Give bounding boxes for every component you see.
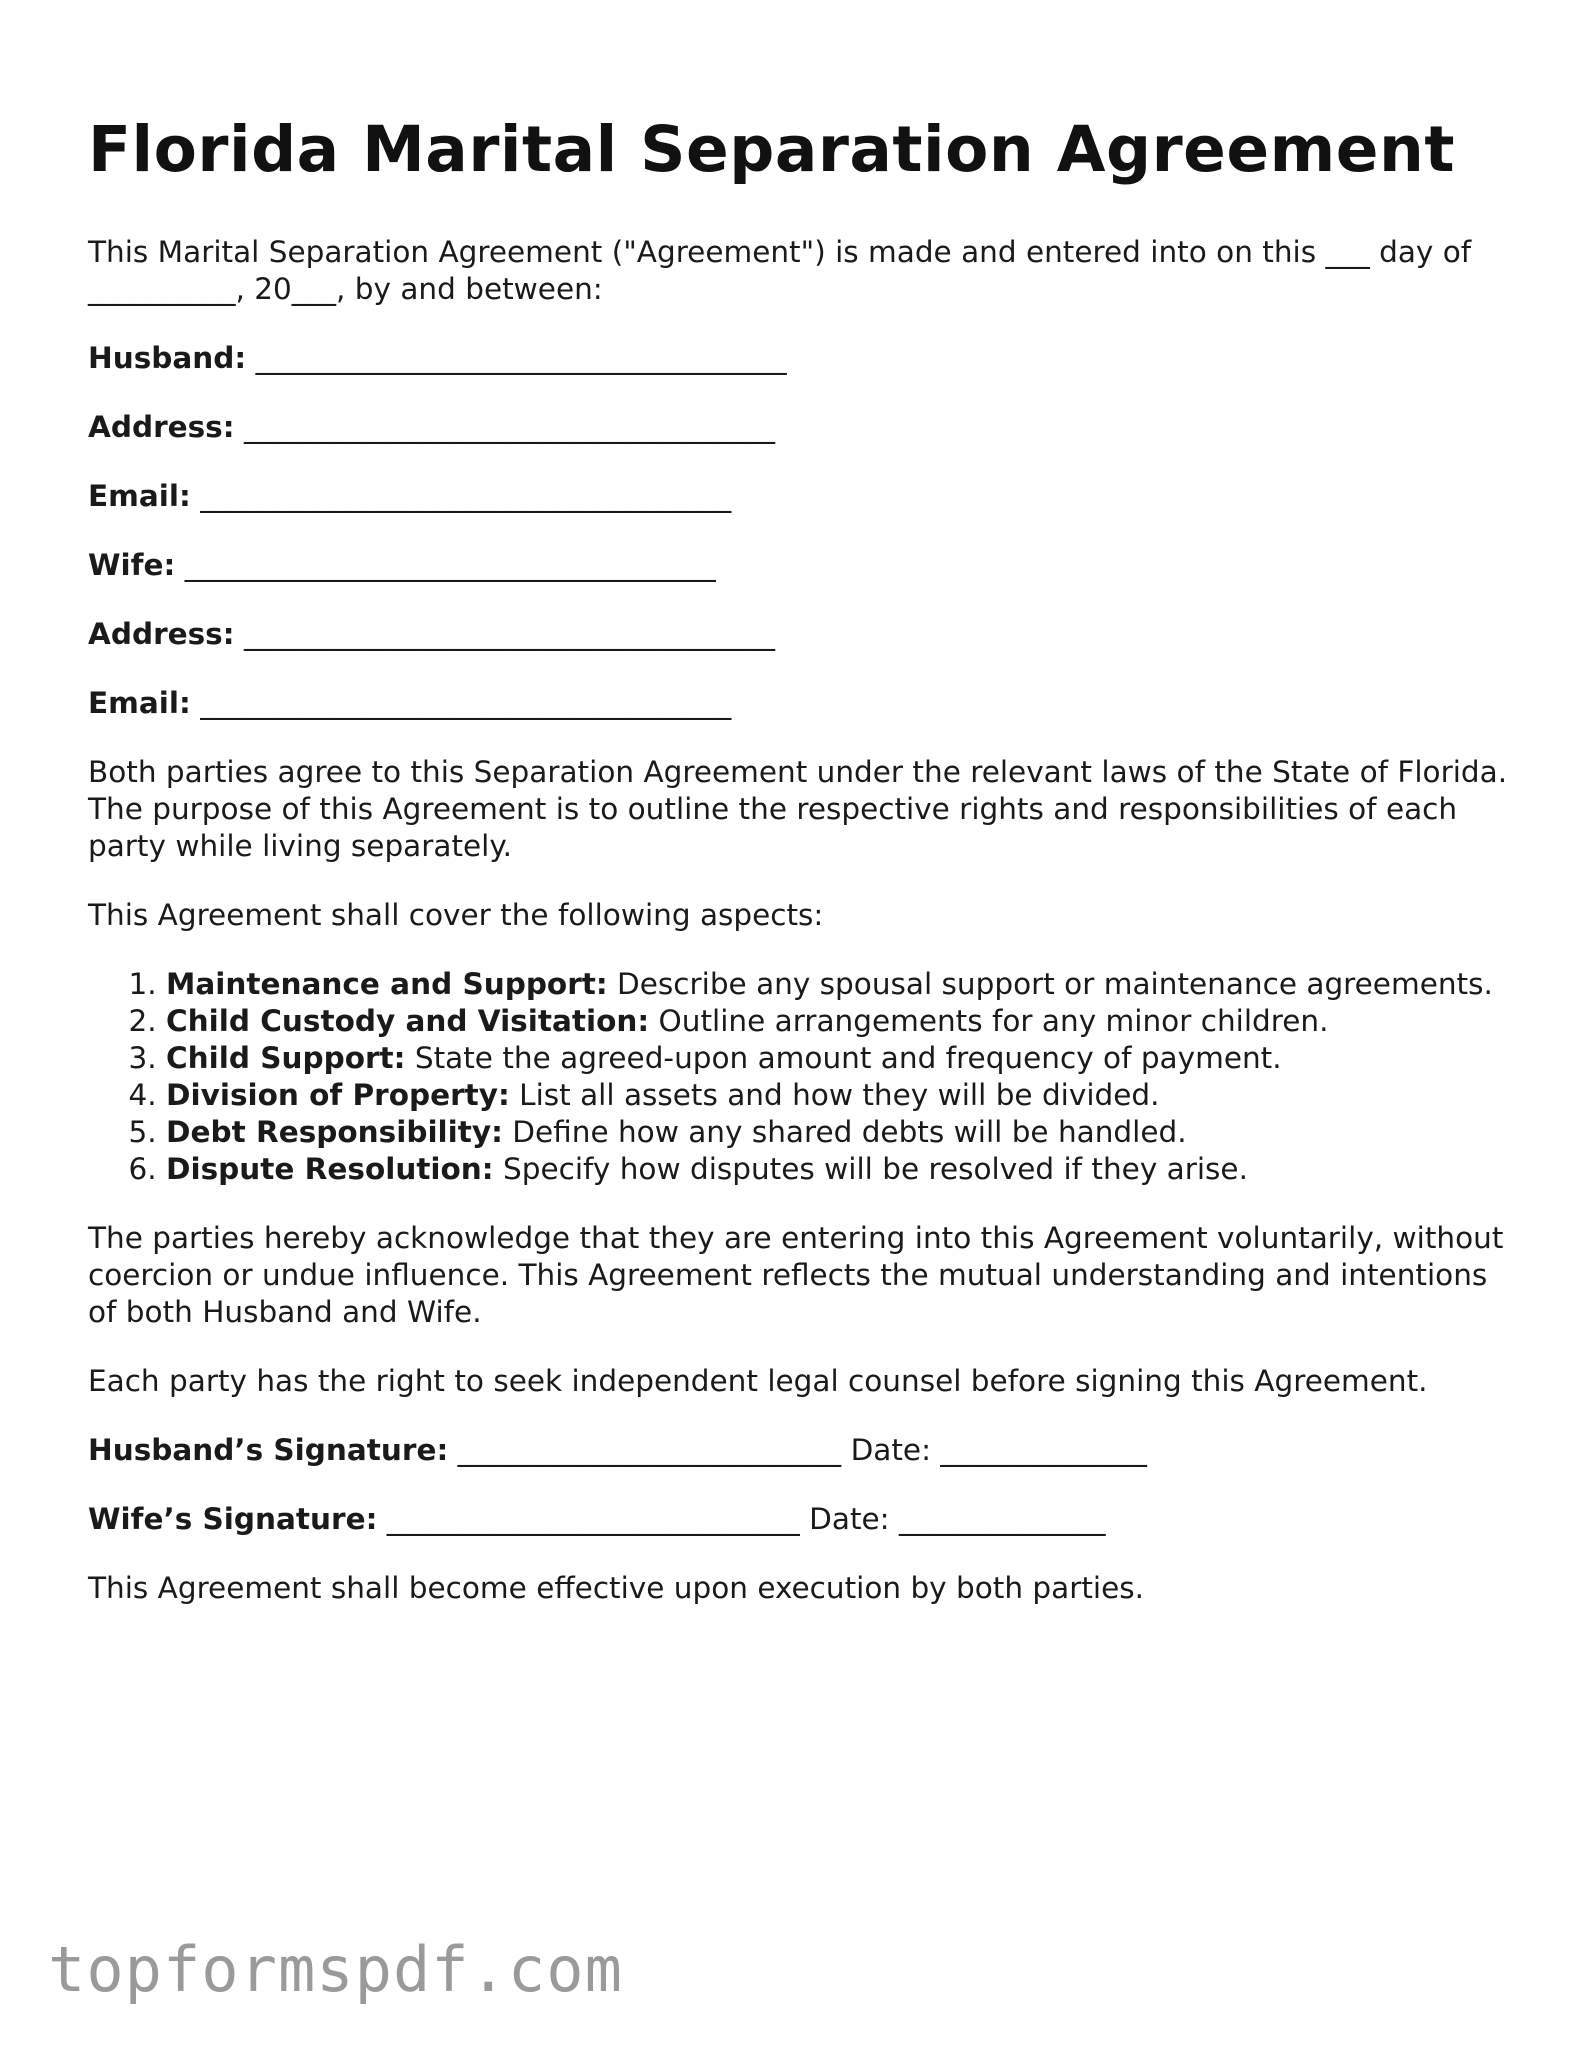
field-blank[interactable]: ____________________________________ — [243, 617, 775, 651]
field-label: Email: — [88, 479, 191, 513]
date-label: Date: — [809, 1502, 890, 1536]
signature-label: Wife’s Signature: — [88, 1502, 378, 1536]
aspect-term: Dispute Resolution: — [166, 1152, 494, 1186]
aspect-description: List all assets and how they will be divided. — [519, 1078, 1160, 1112]
list-item — [166, 1040, 1508, 1077]
wife-email-field — [88, 685, 1508, 722]
aspect-description: Describe any spousal support or maintenance agreements. — [617, 967, 1493, 1001]
list-item — [166, 1114, 1508, 1151]
document-page — [88, 112, 1508, 1639]
field-blank[interactable]: ____________________________________ — [243, 410, 775, 444]
watermark: topformspdf.com — [48, 1933, 623, 2006]
purpose-paragraph: Both parties agree to this Separation Agreement under the relevant laws of the State of Florida. The purpose of this Agreement is to outline the respective rights and responsibilities of each party while living separately. — [88, 755, 1508, 863]
aspect-description: Specify how disputes will be resolved if they arise. — [503, 1152, 1248, 1186]
aspect-description: Outline arrangements for any minor children. — [658, 1004, 1329, 1038]
field-blank[interactable]: ____________________________________ — [200, 479, 732, 513]
list-item — [166, 966, 1508, 1003]
wife-address-field — [88, 616, 1508, 653]
date-label: Date: — [850, 1433, 932, 1467]
counsel-paragraph: Each party has the right to seek independent legal counsel before signing this Agreement. — [88, 1364, 1428, 1398]
wife-signature-line — [88, 1501, 1508, 1538]
signature-blank[interactable]: ____________________________ — [386, 1502, 800, 1536]
aspects-list — [88, 966, 1508, 1188]
intro-paragraph: This Marital Separation Agreement ("Agreement") is made and entered into on this ___ day of __________, 20___, by and between: — [88, 235, 1472, 306]
field-label: Address: — [88, 410, 235, 444]
husband-name-field — [88, 340, 1508, 377]
aspects-intro: This Agreement shall cover the following aspects: — [88, 898, 824, 932]
list-item — [166, 1151, 1508, 1188]
document-title: Florida Marital Separation Agreement — [88, 113, 1455, 186]
field-blank[interactable]: ____________________________________ — [184, 548, 716, 582]
effective-paragraph: This Agreement shall become effective upon execution by both parties. — [88, 1571, 1145, 1605]
husband-signature-line — [88, 1432, 1508, 1469]
field-label: Address: — [88, 617, 235, 651]
list-item — [166, 1003, 1508, 1040]
list-item — [166, 1077, 1508, 1114]
aspect-term: Maintenance and Support: — [166, 967, 608, 1001]
field-label: Email: — [88, 686, 191, 720]
husband-address-field — [88, 409, 1508, 446]
acknowledgement-paragraph: The parties hereby acknowledge that they are entering into this Agreement voluntarily, without coercion or undue influence. This Agreement reflects the mutual understanding and intentions of both Husband and Wife. — [88, 1221, 1504, 1329]
date-blank[interactable]: ______________ — [940, 1433, 1147, 1467]
aspect-term: Debt Responsibility: — [166, 1115, 503, 1149]
date-blank[interactable]: ______________ — [899, 1502, 1106, 1536]
signature-blank[interactable]: __________________________ — [457, 1433, 842, 1467]
husband-email-field — [88, 478, 1508, 515]
signature-label: Husband’s Signature: — [88, 1433, 449, 1467]
aspect-term: Child Custody and Visitation: — [166, 1004, 650, 1038]
aspect-description: State the agreed-upon amount and frequency of payment. — [414, 1041, 1282, 1075]
aspect-description: Define how any shared debts will be handled. — [512, 1115, 1187, 1149]
field-blank[interactable]: ____________________________________ — [200, 686, 732, 720]
field-label: Wife: — [88, 548, 176, 582]
aspect-term: Child Support: — [166, 1041, 406, 1075]
field-label: Husband: — [88, 341, 247, 375]
field-blank[interactable]: ____________________________________ — [255, 341, 787, 375]
wife-name-field — [88, 547, 1508, 584]
aspect-term: Division of Property: — [166, 1078, 510, 1112]
